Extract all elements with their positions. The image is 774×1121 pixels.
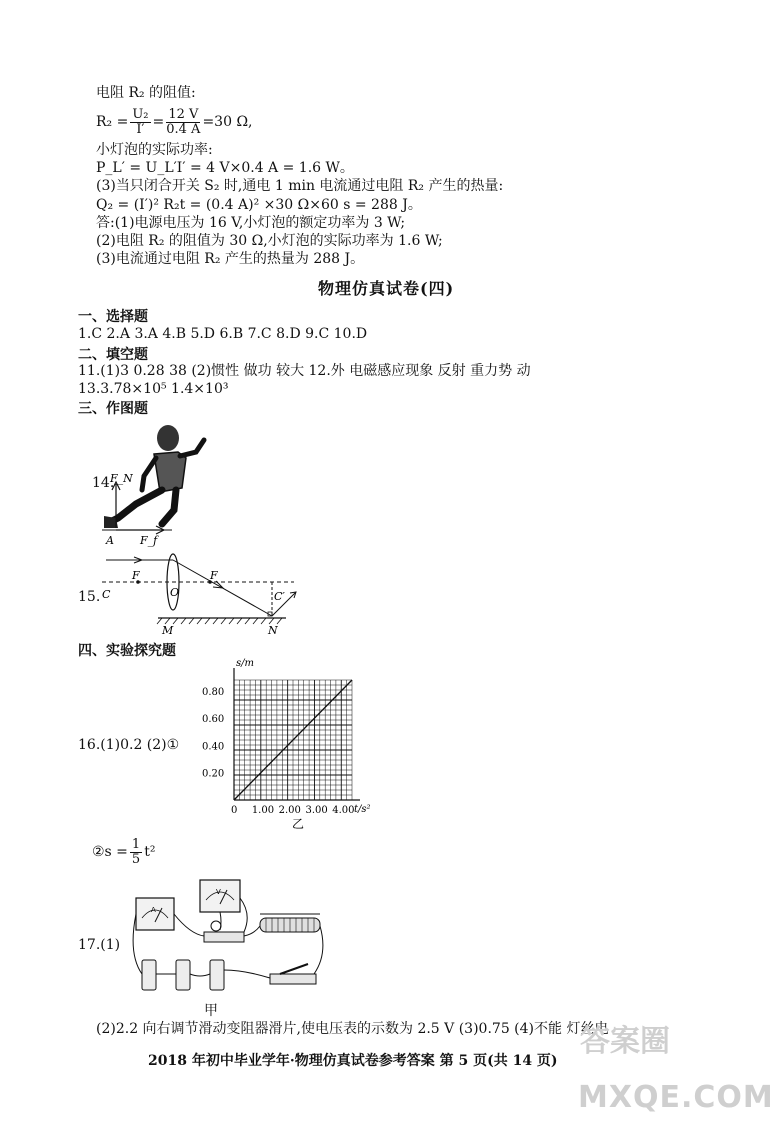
ammeter [136, 898, 174, 930]
frac-den: 0.4 A [166, 121, 201, 137]
lens-optics-diagram [98, 552, 308, 638]
formula-suffix: t² [144, 844, 156, 860]
q17-label: 17.(1) [78, 937, 121, 953]
answer-line-3: (3)电流通过电阻 R₂ 产生的热量为 288 J。 [96, 251, 365, 267]
chart-s-vs-t2 [196, 660, 386, 832]
runner-force-diagram [96, 418, 216, 548]
watermark-logo: 答案圈 [580, 1024, 670, 1059]
runner-arm-back [142, 458, 156, 490]
q14-label: 14. [92, 475, 115, 491]
circuit-caption: 甲 [204, 1003, 218, 1019]
svg-text:A: A [151, 906, 156, 914]
x-tick-label: 2.00 [278, 805, 301, 816]
r2-eq: = [152, 114, 165, 130]
fraction-u2-i [130, 108, 150, 137]
label-c-prime: C′ [274, 590, 285, 603]
solution-line-q3: (3)当只闭合开关 S₂ 时,通电 1 min 电流通过电阻 R₂ 产生的热量: [96, 178, 504, 194]
circuit-diagram [124, 874, 334, 1004]
r2-lhs: R₂ = [96, 114, 129, 130]
label-c: C [102, 588, 111, 601]
label-a: A [106, 534, 114, 547]
fill-answers-line-1: 11.(1)3 0.28 38 (2)惯性 做功 较大 12.外 电磁感应现象 反射 重力势 动 [78, 363, 531, 379]
label-o: O [170, 586, 180, 599]
label-f-right: F [210, 569, 218, 582]
label-f-left: F [132, 569, 140, 582]
frac-num: 1 [131, 836, 141, 852]
q16-answer: 16.(1)0.2 (2)① [78, 737, 180, 753]
page-footer: 2018 年初中毕业学年·物理仿真试卷参考答案 第 5 页(共 14 页) [148, 1053, 558, 1069]
x-tick-label: 4.00 [332, 805, 355, 816]
y-tick-label: 0.20 [202, 768, 225, 780]
solution-line-power-heading: 小灯泡的实际功率: [96, 142, 213, 158]
frac-num: U₂ [132, 106, 149, 122]
runner-leg-front [162, 490, 176, 524]
y-axis-label: s/m [236, 658, 254, 669]
section-heading-fill: 二、填空题 [78, 347, 148, 363]
solution-line-r2-heading: 电阻 R₂ 的阻值: [96, 85, 196, 101]
switch [270, 964, 316, 984]
formula-prefix: ②s = [92, 844, 128, 860]
runner-arm-front [180, 440, 204, 456]
label-fn: F_N [110, 472, 133, 485]
frac-den: I′ [136, 121, 145, 137]
solution-line-r2-formula [96, 104, 253, 140]
battery-pack [142, 960, 224, 990]
svg-text:V: V [216, 888, 221, 896]
lamp [204, 921, 244, 942]
answer-line-1: 答:(1)电源电压为 16 V,小灯泡的额定功率为 3 W; [96, 215, 406, 231]
fill-answers-line-2: 13.3.78×10⁵ 1.4×10³ [78, 381, 229, 397]
q17-answer-line-2: (2)2.2 向右调节滑动变阻器滑片,使电压表的示数为 2.5 V (3)0.75 (4)不能 灯丝电 [96, 1021, 609, 1037]
voltmeter [200, 880, 240, 912]
solution-line-power-formula: P_L′ = U_L′I′ = 4 V×0.4 A = 1.6 W。 [96, 160, 354, 176]
choice-answers: 1.C 2.A 3.A 4.B 5.D 6.B 7.C 8.D 9.C 10.D [78, 326, 368, 342]
watermark-text: MXQE.COM [578, 1080, 774, 1115]
section-heading-drawing: 三、作图题 [78, 401, 148, 417]
solution-line-heat-formula: Q₂ = (I′)² R₂t = (0.4 A)² ×30 Ω×60 s = 288 J。 [96, 197, 422, 213]
q16-formula [92, 834, 155, 870]
answer-line-2: (2)电阻 R₂ 的阻值为 30 Ω,小灯泡的实际功率为 1.6 W; [96, 233, 443, 249]
rheostat [260, 914, 320, 932]
y-tick-label: 0.60 [202, 714, 225, 726]
section-heading-choice: 一、选择题 [78, 309, 148, 325]
frac-den: 5 [131, 851, 141, 867]
x-tick-label: 0 [231, 805, 238, 816]
label-n: N [268, 624, 278, 637]
runner-head [157, 425, 179, 451]
label-m: M [162, 624, 174, 637]
runner-leg-back [110, 490, 162, 522]
x-axis-label: t/s² [354, 804, 371, 815]
mirror-hatching [157, 618, 282, 624]
x-tick-label: 3.00 [305, 805, 328, 816]
y-tick-label: 0.80 [202, 686, 225, 698]
frac-num: 12 V [166, 108, 200, 123]
fraction-one-fifth [130, 838, 142, 867]
label-ff: F_f [140, 534, 158, 547]
y-tick-label: 0.40 [202, 741, 225, 753]
fraction-12v-04a [166, 108, 200, 137]
chart-caption: 乙 [292, 817, 305, 831]
q15-label: 15. [78, 589, 101, 605]
exam-title: 物理仿真试卷(四) [318, 279, 455, 298]
r2-rhs: =30 Ω, [202, 114, 253, 130]
x-tick-label: 1.00 [251, 805, 275, 816]
section-heading-experiment: 四、实验探究题 [78, 643, 176, 659]
